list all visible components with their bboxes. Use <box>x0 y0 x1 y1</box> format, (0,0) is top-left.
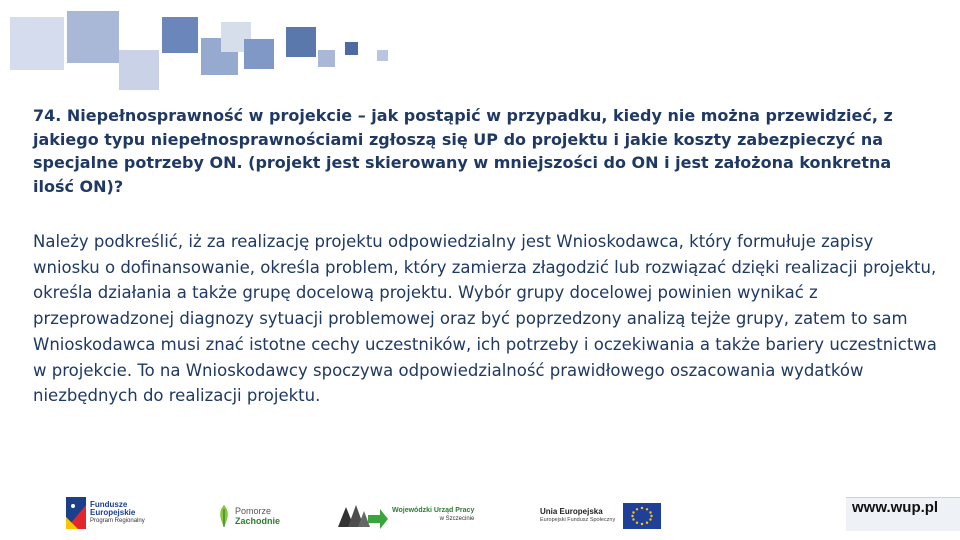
square <box>345 42 358 55</box>
square <box>377 50 388 61</box>
wup-line1: Wojewódzki Urząd Pracy <box>392 507 475 514</box>
pz-line2: Zachodnie <box>235 516 281 526</box>
square <box>244 39 274 69</box>
footer-logos <box>0 495 960 540</box>
square <box>162 17 198 53</box>
unia-europejska-logo <box>540 503 661 529</box>
fe-line2: Europejskie <box>90 508 136 517</box>
fe-line3: Program Regionalny <box>90 518 145 524</box>
question-heading: 74. Niepełnosprawność w projekcie – jak postąpić w przypadku, kiedy nie można przewidzieć, z jakiego typu niepełnosprawnościami zgłoszą się UP do projektu i jakie koszty zabezpieczyć na specjalne potrzeby ON. (projekt jest skierowany w mniejszości do ON i jest założona konkretna ilość ON)? <box>33 106 893 196</box>
pomorze-zachodnie-logo <box>216 503 280 529</box>
pomorze-leaf-icon <box>216 503 232 529</box>
ue-line1: Unia Europejska <box>540 507 603 516</box>
fe-line1: Fundusze <box>90 500 128 509</box>
eu-flag-icon <box>623 503 661 529</box>
ue-line2: Europejski Fundusz Społeczny <box>540 517 616 523</box>
square <box>67 11 119 63</box>
website-link[interactable]: www.wup.pl <box>846 497 960 531</box>
answer-paragraph: Należy podkreślić, iż za realizację projektu odpowiedzialny jest Wnioskodawca, który formułuje zapisy wniosku o dofinansowanie, określa problem, który zamierza złagodzić lub rozwiązać dzięki realizacji projektu, określa działania a także grupę docelową projektu. Wybór grupy docelowej powinien wynikać z przeprowadzonej diagnozy sytuacji problemowej oraz być poprzedzony analizą tejże grupy, zatem to sam Wnioskodawca musi znać istotne cechy uczestników, ich potrzeby i oczekiwania a także bariery uczestnictwa w projekcie. To na Wnioskodawcy spoczywa odpowiedzialność prawidłowego oszacowania wydatków niezbędnych do realizacji projektu. <box>33 232 937 406</box>
fe-emblem-icon <box>66 497 86 529</box>
fundusze-europejskie-logo <box>66 497 145 529</box>
wup-line2: w Szczecinie <box>439 516 475 522</box>
square <box>10 17 64 70</box>
pz-line1: Pomorze <box>235 506 272 516</box>
square <box>119 50 159 90</box>
wup-emblem-icon <box>336 501 388 529</box>
square <box>318 50 335 67</box>
square <box>286 27 316 57</box>
wup-logo <box>336 501 474 529</box>
